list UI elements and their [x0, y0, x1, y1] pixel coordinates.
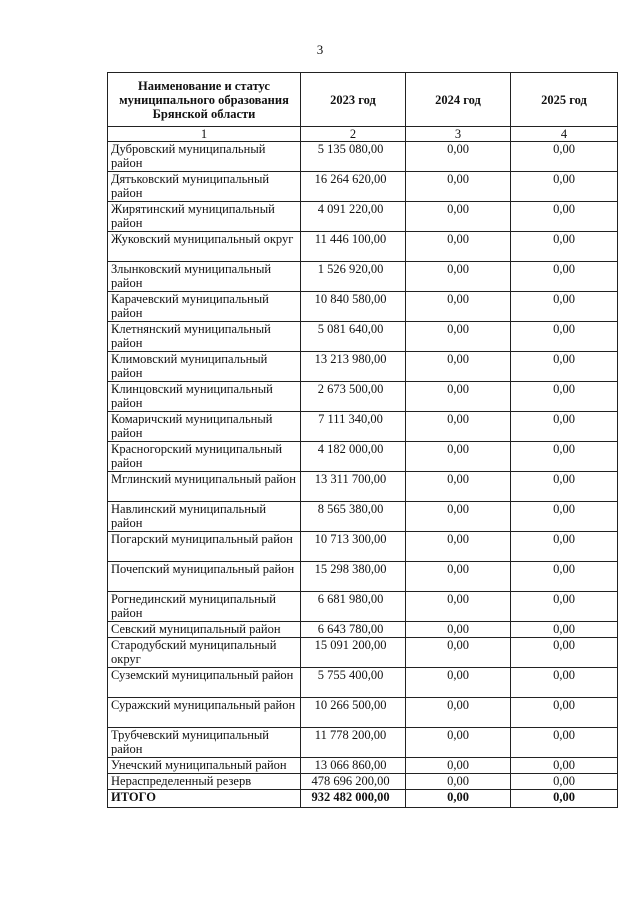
table-row [108, 322, 618, 352]
value-2023: 11 446 100,00 [301, 232, 406, 262]
value-2024: 0,00 [406, 638, 511, 668]
value-2025: 0,00 [511, 638, 618, 668]
table-row [108, 592, 618, 622]
value-2023: 15 298 380,00 [301, 562, 406, 592]
value-2025: 0,00 [511, 322, 618, 352]
value-2025: 0,00 [511, 262, 618, 292]
value-2023: 4 091 220,00 [301, 202, 406, 232]
value-2024: 0,00 [406, 698, 511, 728]
value-2024: 0,00 [406, 322, 511, 352]
total-label: ИТОГО [108, 790, 301, 808]
value-2025: 0,00 [511, 758, 618, 774]
column-index: 3 [406, 127, 511, 142]
value-2024: 0,00 [406, 442, 511, 472]
value-2024: 0,00 [406, 622, 511, 638]
table-row [108, 442, 618, 472]
value-2024: 0,00 [406, 262, 511, 292]
value-2024: 0,00 [406, 562, 511, 592]
municipality-name: Нераспределенный резерв [108, 774, 301, 790]
table-row [108, 532, 618, 562]
value-2024: 0,00 [406, 352, 511, 382]
value-2023: 2 673 500,00 [301, 382, 406, 412]
value-2023: 16 264 620,00 [301, 172, 406, 202]
municipality-name: Клетнянский муниципальный район [108, 322, 301, 352]
table-row [108, 202, 618, 232]
municipality-name: Стародубский муниципальный округ [108, 638, 301, 668]
table-header-row [108, 73, 618, 127]
allocation-table [107, 72, 618, 808]
value-2023: 6 643 780,00 [301, 622, 406, 638]
total-row [108, 790, 618, 808]
value-2023: 10 266 500,00 [301, 698, 406, 728]
municipality-name: Мглинский муниципальный район [108, 472, 301, 502]
municipality-name: Красногорский муниципальный район [108, 442, 301, 472]
value-2023: 13 066 860,00 [301, 758, 406, 774]
municipality-name: Севский муниципальный район [108, 622, 301, 638]
value-2024: 0,00 [406, 728, 511, 758]
value-2023: 4 182 000,00 [301, 442, 406, 472]
header-2024: 2024 год [406, 73, 511, 127]
value-2023: 13 311 700,00 [301, 472, 406, 502]
value-2024: 0,00 [406, 412, 511, 442]
value-2025: 0,00 [511, 382, 618, 412]
value-2025: 0,00 [511, 292, 618, 322]
value-2024: 0,00 [406, 172, 511, 202]
value-2025: 0,00 [511, 622, 618, 638]
value-2024: 0,00 [406, 142, 511, 172]
municipality-name: Клинцовский муниципальный район [108, 382, 301, 412]
value-2025: 0,00 [511, 774, 618, 790]
value-2023: 15 091 200,00 [301, 638, 406, 668]
page-number: 3 [316, 42, 324, 57]
column-index-row [108, 127, 618, 142]
municipality-name: Карачевский муниципальный район [108, 292, 301, 322]
total-2023: 932 482 000,00 [301, 790, 406, 808]
table-row [108, 382, 618, 412]
table-row [108, 502, 618, 532]
table-row [108, 412, 618, 442]
value-2024: 0,00 [406, 502, 511, 532]
value-2025: 0,00 [511, 698, 618, 728]
value-2023: 6 681 980,00 [301, 592, 406, 622]
municipality-name: Погарский муниципальный район [108, 532, 301, 562]
value-2025: 0,00 [511, 532, 618, 562]
municipality-name: Трубчевский муниципальный район [108, 728, 301, 758]
table-row [108, 142, 618, 172]
municipality-name: Унечский муниципальный район [108, 758, 301, 774]
municipality-name: Суземский муниципальный район [108, 668, 301, 698]
table-row [108, 562, 618, 592]
value-2025: 0,00 [511, 592, 618, 622]
column-index: 1 [108, 127, 301, 142]
value-2025: 0,00 [511, 502, 618, 532]
value-2025: 0,00 [511, 172, 618, 202]
value-2023: 5 755 400,00 [301, 668, 406, 698]
table-row [108, 774, 618, 790]
value-2023: 5 081 640,00 [301, 322, 406, 352]
municipality-name: Жуковский муниципальный округ [108, 232, 301, 262]
table-row [108, 232, 618, 262]
table-row [108, 472, 618, 502]
value-2025: 0,00 [511, 728, 618, 758]
table-row [108, 622, 618, 638]
value-2025: 0,00 [511, 202, 618, 232]
value-2023: 478 696 200,00 [301, 774, 406, 790]
municipality-name: Злынковский муниципальный район [108, 262, 301, 292]
value-2023: 5 135 080,00 [301, 142, 406, 172]
municipality-name: Комаричский муниципальный район [108, 412, 301, 442]
value-2024: 0,00 [406, 668, 511, 698]
value-2024: 0,00 [406, 232, 511, 262]
value-2023: 8 565 380,00 [301, 502, 406, 532]
value-2024: 0,00 [406, 592, 511, 622]
table-row [108, 758, 618, 774]
value-2023: 10 713 300,00 [301, 532, 406, 562]
total-2025: 0,00 [511, 790, 618, 808]
total-2024: 0,00 [406, 790, 511, 808]
value-2024: 0,00 [406, 472, 511, 502]
municipality-name: Рогнединский муниципальный район [108, 592, 301, 622]
municipality-name: Жирятинский муниципальный район [108, 202, 301, 232]
table-row [108, 352, 618, 382]
municipality-name: Навлинский муниципальный район [108, 502, 301, 532]
header-2025: 2025 год [511, 73, 618, 127]
municipality-name: Почепский муниципальный район [108, 562, 301, 592]
value-2024: 0,00 [406, 758, 511, 774]
value-2023: 10 840 580,00 [301, 292, 406, 322]
value-2025: 0,00 [511, 668, 618, 698]
column-index: 4 [511, 127, 618, 142]
header-2023: 2023 год [301, 73, 406, 127]
municipality-name: Климовский муниципальный район [108, 352, 301, 382]
header-municipality: Наименование и статус муниципального образования Брянской области [108, 73, 301, 127]
value-2025: 0,00 [511, 412, 618, 442]
table-row [108, 292, 618, 322]
value-2024: 0,00 [406, 292, 511, 322]
table-row [108, 668, 618, 698]
value-2025: 0,00 [511, 352, 618, 382]
table-row [108, 262, 618, 292]
value-2023: 1 526 920,00 [301, 262, 406, 292]
municipality-name: Суражский муниципальный район [108, 698, 301, 728]
value-2025: 0,00 [511, 232, 618, 262]
value-2025: 0,00 [511, 472, 618, 502]
value-2024: 0,00 [406, 532, 511, 562]
value-2023: 13 213 980,00 [301, 352, 406, 382]
table-row [108, 728, 618, 758]
value-2024: 0,00 [406, 202, 511, 232]
value-2025: 0,00 [511, 142, 618, 172]
column-index: 2 [301, 127, 406, 142]
municipality-name: Дубровский муниципальный район [108, 142, 301, 172]
value-2024: 0,00 [406, 774, 511, 790]
value-2025: 0,00 [511, 562, 618, 592]
value-2023: 7 111 340,00 [301, 412, 406, 442]
table-row [108, 638, 618, 668]
value-2025: 0,00 [511, 442, 618, 472]
value-2023: 11 778 200,00 [301, 728, 406, 758]
table-row [108, 698, 618, 728]
municipality-name: Дятьковский муниципальный район [108, 172, 301, 202]
value-2024: 0,00 [406, 382, 511, 412]
table-row [108, 172, 618, 202]
